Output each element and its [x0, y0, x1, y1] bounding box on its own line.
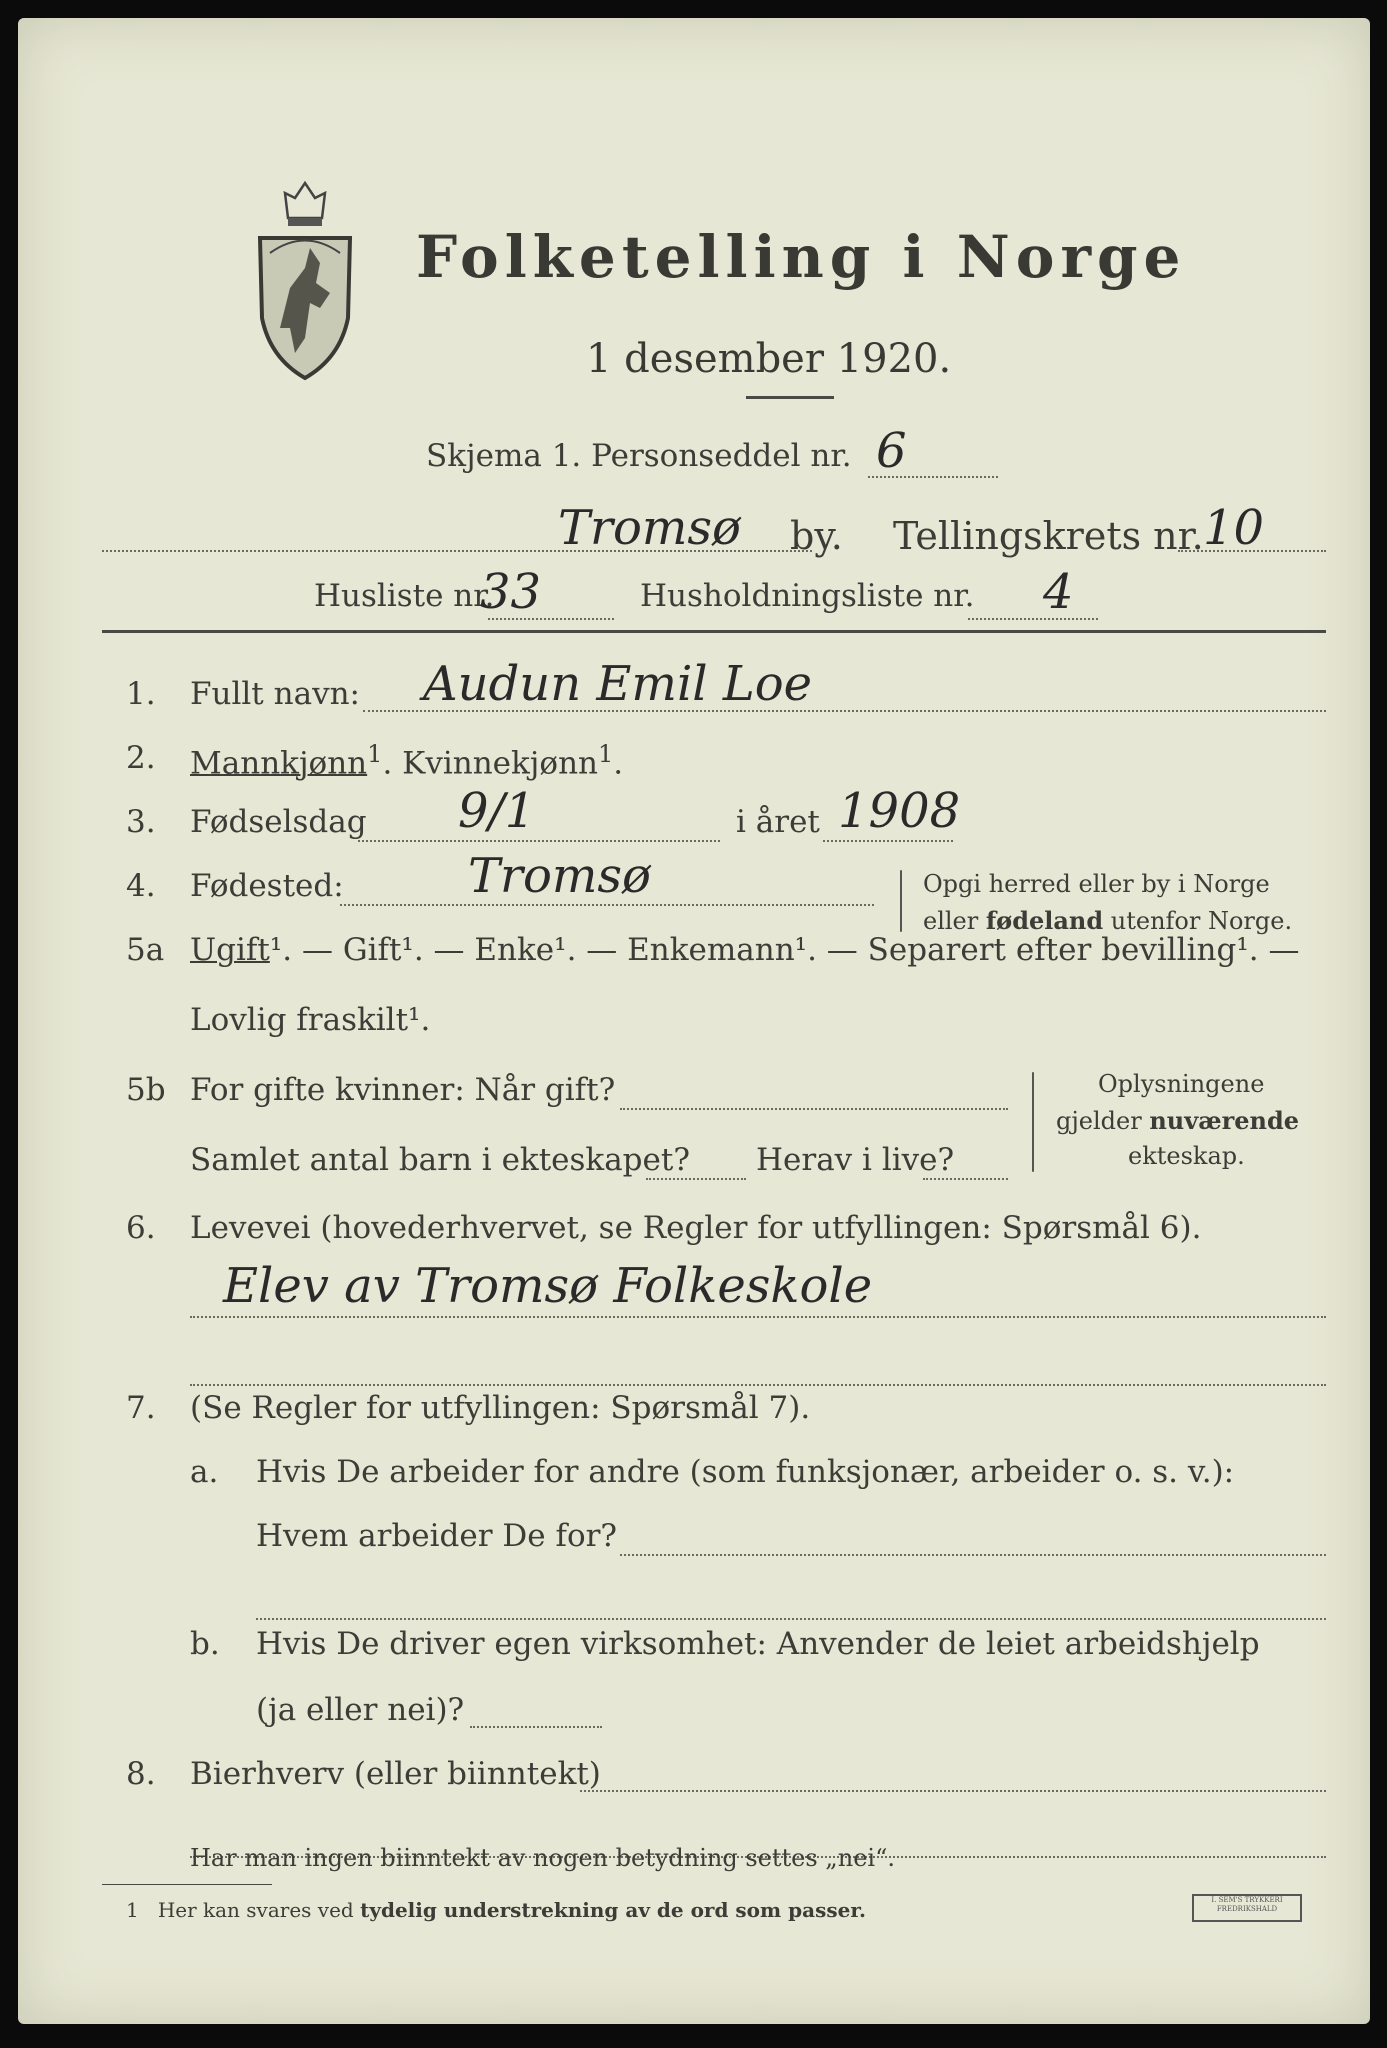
birthday-line: [358, 840, 720, 842]
q5b-note-line2: gjelder nuværende: [1056, 1106, 1300, 1135]
hushold-value: 4: [1043, 564, 1074, 620]
q7a-number: a.: [190, 1454, 219, 1490]
birthplace-line: [340, 904, 874, 906]
q4-note-line1: Opgi herred eller by i Norge: [923, 870, 1270, 898]
q5b-children-label: Samlet antal barn i ekteskapet?: [190, 1142, 690, 1178]
schema-number: 6: [876, 423, 907, 479]
q8-note: Har man ingen biinntekt av nogen betydning settes „nei“.: [190, 1844, 895, 1872]
town-suffix: by.: [790, 514, 843, 558]
children-count-line: [646, 1178, 746, 1180]
q5b-number: 5b: [126, 1072, 166, 1108]
krets-label: Tellingskrets nr.: [893, 514, 1204, 558]
schema-number-line: [868, 476, 998, 478]
q7a-line1: Hvis De arbeider for andre (som funksjonær, arbeider o. s. v.):: [256, 1454, 1235, 1490]
q7a-line2: Hvem arbeider De for?: [256, 1518, 618, 1554]
footnote: 1 Her kan svares ved tydelig understrekning av de ord som passer.: [126, 1898, 866, 1922]
married-when-line: [620, 1108, 1008, 1110]
q1-number: 1.: [126, 676, 156, 712]
sex-male-option: Mannkjønn: [190, 745, 368, 782]
occupation-line1: [190, 1316, 1326, 1318]
hushold-label: Husholdningsliste nr.: [640, 578, 975, 614]
marital-status-options: Ugift¹. — Gift¹. — Enke¹. — Enkemann¹. — Separert efter bevilling¹. —: [190, 932, 1300, 968]
census-form: [18, 18, 1370, 2024]
printer-stamp: I. SEM'S TRYKKERI FREDRIKSHALD: [1192, 1894, 1302, 1922]
q5b-alive-label: Herav i live?: [756, 1142, 955, 1178]
schema-label: Skjema 1. Personseddel nr.: [426, 438, 852, 474]
birthday-value: 9/1: [458, 783, 536, 839]
q4-label: Fødested:: [190, 868, 344, 904]
full-name-line: [363, 710, 1326, 712]
q7b-line1: Hvis De driver egen virksomhet: Anvender de leiet arbeidshjelp: [256, 1626, 1260, 1662]
marital-ugift-option: Ugift: [190, 932, 270, 968]
q6-label: Levevei (hovederhvervet, se Regler for utfyllingen: Spørsmål 6).: [190, 1210, 1202, 1246]
q4-note-line2: eller fødeland utenfor Norge.: [923, 906, 1293, 935]
marital-status-line2: Lovlig fraskilt¹.: [190, 1002, 431, 1038]
q7-label: (Se Regler for utfyllingen: Spørsmål 7).: [190, 1390, 811, 1426]
q5b-note-line1: Oplysningene: [1098, 1070, 1265, 1098]
q3-label: Fødselsdag: [190, 804, 367, 840]
title-divider: [746, 396, 834, 399]
form-title: Folketelling i Norge: [416, 223, 1187, 291]
year-value: 1908: [838, 783, 961, 839]
q7b-line2: (ja eller nei)?: [256, 1692, 465, 1728]
birthplace-value: Tromsø: [468, 848, 651, 904]
q8-label: Bierhverv (eller biinntekt): [190, 1756, 601, 1792]
hushold-line: [968, 618, 1098, 620]
q8-number: 8.: [126, 1756, 156, 1792]
sex-female-option: Kvinnekjønn: [402, 745, 599, 782]
town-value: Tromsø: [558, 500, 741, 556]
secondary-income-line1: [580, 1790, 1326, 1792]
q5b-label: For gifte kvinner: Når gift?: [190, 1072, 616, 1108]
q2-number: 2.: [126, 740, 156, 776]
coat-of-arms-icon: [250, 168, 360, 383]
q4-number: 4.: [126, 868, 156, 904]
husliste-label: Husliste nr.: [314, 578, 495, 614]
husliste-line: [488, 618, 614, 620]
full-name-value: Audun Emil Loe: [423, 656, 813, 712]
q5b-note-line3: ekteskap.: [1128, 1142, 1245, 1170]
q1-label: Fullt navn:: [190, 676, 360, 712]
krets-line: [1178, 550, 1326, 552]
q5a-number: 5a: [126, 932, 165, 968]
header-rule: [102, 630, 1326, 633]
footnote-rule: [102, 1884, 272, 1885]
q7-number: 7.: [126, 1390, 156, 1426]
occupation-value: Elev av Tromsø Folkeskole: [223, 1258, 873, 1314]
hired-help-line: [470, 1726, 602, 1728]
form-date: 1 desember 1920.: [586, 336, 952, 382]
year-label: i året: [736, 804, 820, 840]
husliste-value: 33: [480, 564, 542, 620]
q4-brace: [900, 870, 902, 932]
q6-number: 6.: [126, 1210, 156, 1246]
krets-value: 10: [1203, 500, 1265, 556]
q5b-brace: [1032, 1072, 1034, 1172]
occupation-line2: [190, 1384, 1326, 1386]
employer-line1: [620, 1554, 1326, 1556]
sex-options: Mannkjønn$^1$. Kvinnekjønn$^1$.: [190, 740, 624, 782]
q3-number: 3.: [126, 804, 156, 840]
year-line: [823, 840, 953, 842]
employer-line2: [256, 1618, 1326, 1620]
children-alive-line: [923, 1178, 1008, 1180]
q7b-number: b.: [190, 1626, 220, 1662]
